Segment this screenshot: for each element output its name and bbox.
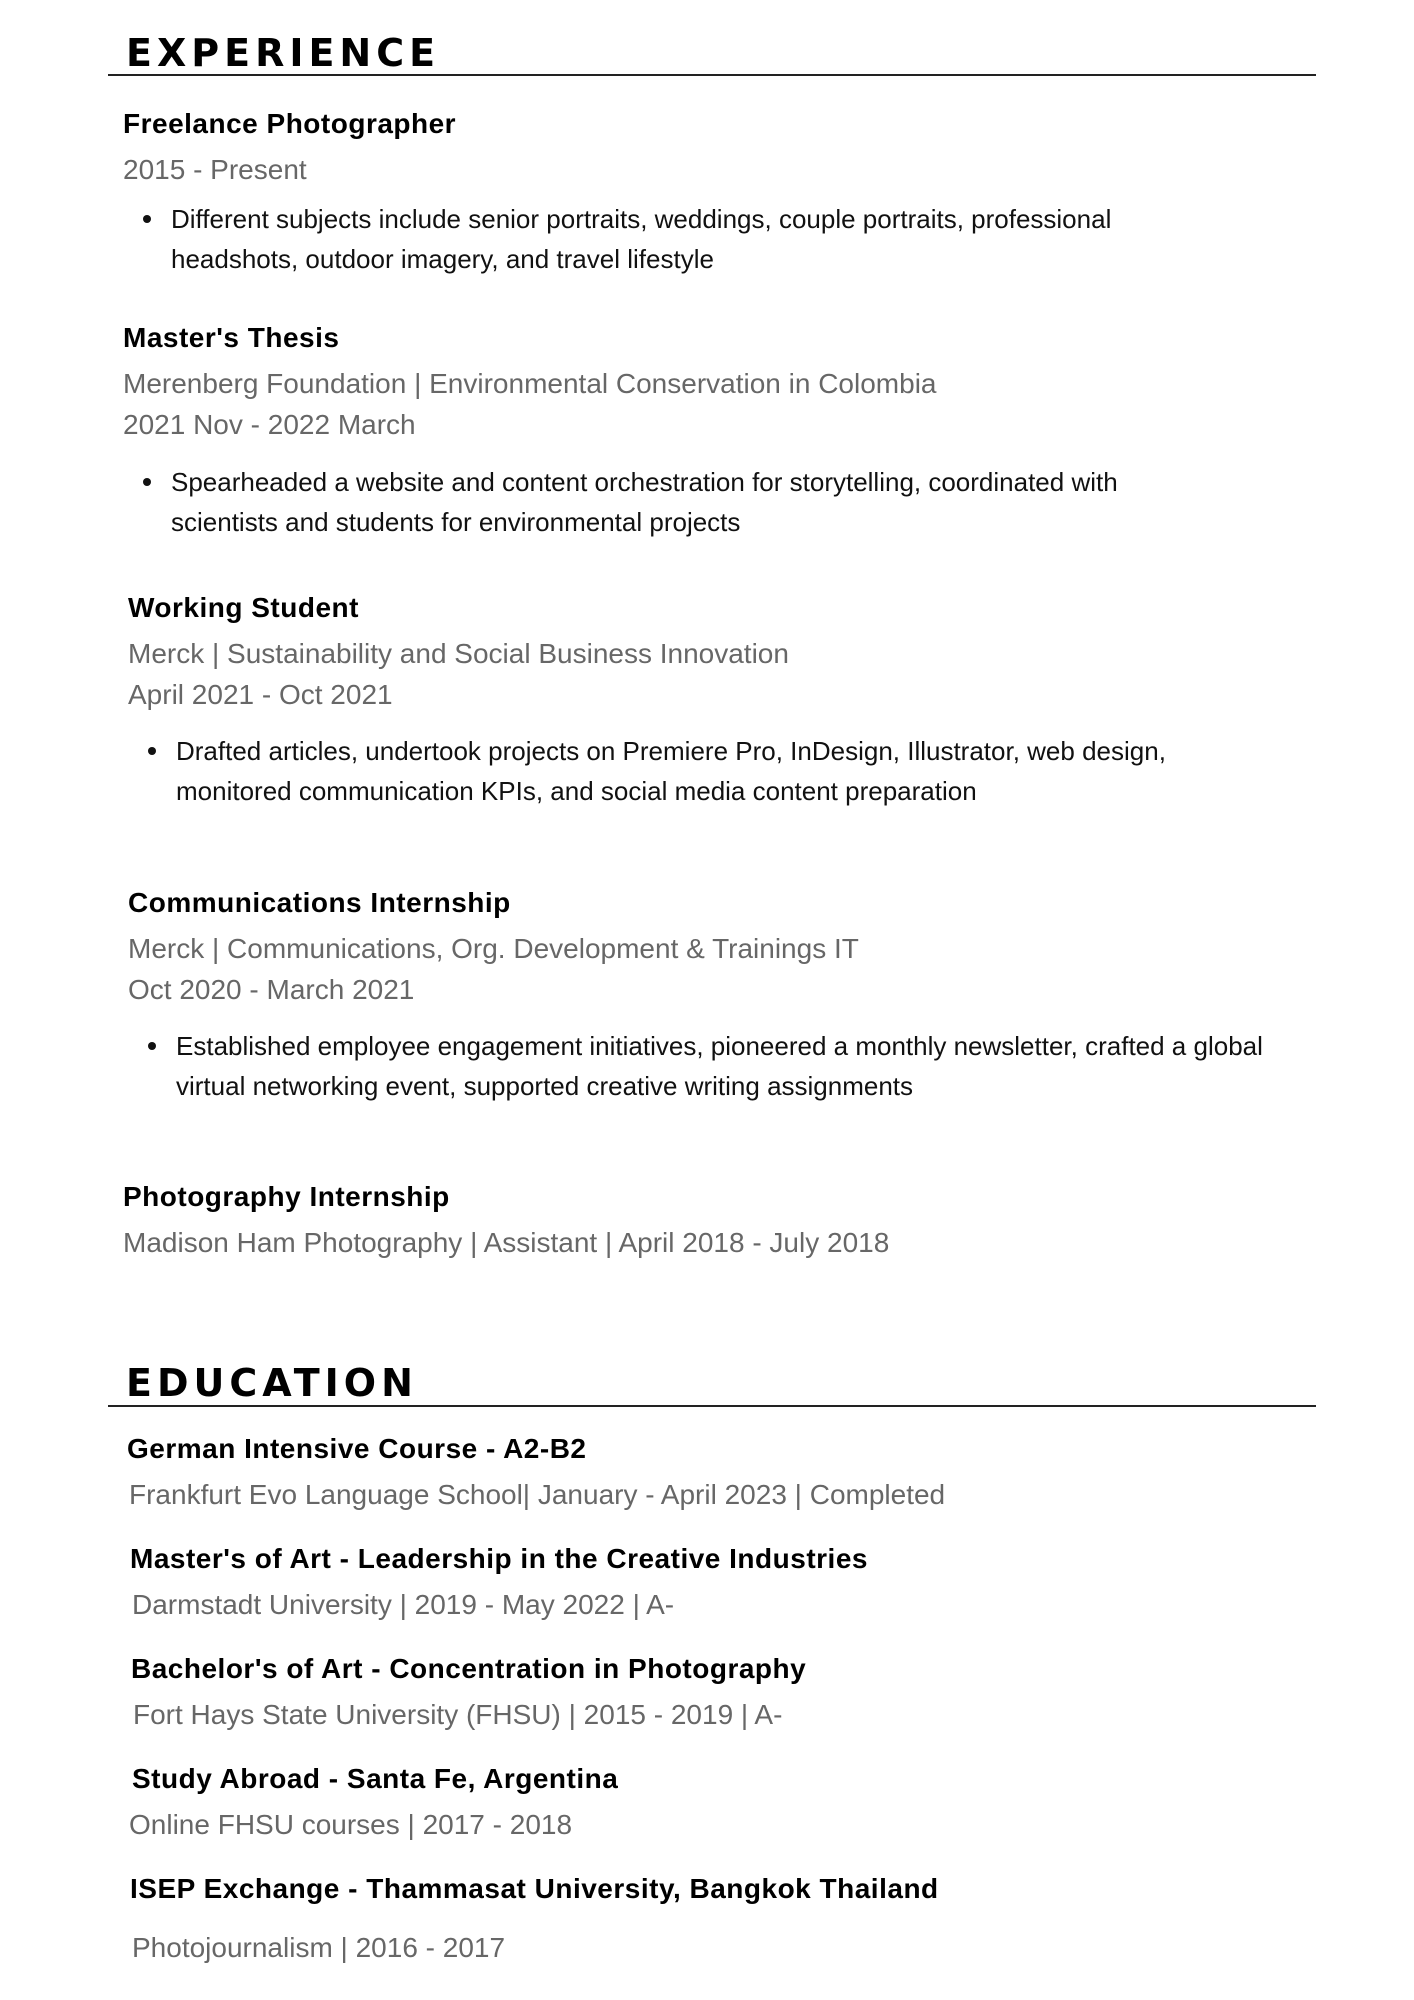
bullet-item: Different subjects include senior portraits, weddings, couple portraits, professional headshots, outdoor imagery, and travel lifestyle [123,199,1213,279]
job-organization: Merck | Sustainability and Social Business Innovation [128,638,789,669]
bullet-item: Established employee engagement initiatives, pioneered a monthly newsletter, crafted a global virtual networking event, supported creative writing assignments [128,1026,1278,1106]
bullet-item: Spearheaded a website and content orchestration for storytelling, coordinated with scientists and students for environmental projects [123,462,1213,542]
education-details: Fort Hays State University (FHSU) | 2015 - 2019 | A- [133,1699,783,1730]
job-details: Madison Ham Photography | Assistant | April 2018 - July 2018 [123,1227,890,1258]
job-bullets [123,462,1213,542]
job-bullets [128,1026,1278,1106]
job-bullets [128,731,1258,811]
job-dates: Oct 2020 - March 2021 [128,974,415,1005]
experience-divider [108,74,1316,76]
education-details: Online FHSU courses | 2017 - 2018 [129,1809,573,1840]
job-bullets [123,199,1213,279]
bullet-item: Drafted articles, undertook projects on Premiere Pro, InDesign, Illustrator, web design, monitored communication KPIs, and social media content preparation [128,731,1258,811]
job-organization: Merck | Communications, Org. Development & Trainings IT [128,933,859,964]
job-title: Working Student [128,592,359,623]
education-details: Frankfurt Evo Language School| January - April 2023 | Completed [129,1479,946,1510]
education-title: Bachelor's of Art - Concentration in Photography [131,1653,807,1684]
education-title: German Intensive Course - A2-B2 [127,1433,587,1464]
education-title: Master's of Art - Leadership in the Creative Industries [130,1543,868,1574]
job-dates: 2015 - Present [123,154,307,185]
education-title: ISEP Exchange - Thammasat University, Bangkok Thailand [130,1873,939,1904]
education-title: Study Abroad - Santa Fe, Argentina [132,1763,619,1794]
job-title: Photography Internship [123,1181,450,1212]
education-details: Photojournalism | 2016 - 2017 [132,1932,506,1963]
education-divider [108,1405,1316,1407]
experience-heading: EXPERIENCE [126,31,441,75]
education-details: Darmstadt University | 2019 - May 2022 | A- [132,1589,675,1620]
job-dates: April 2021 - Oct 2021 [128,679,393,710]
job-title: Freelance Photographer [123,108,457,139]
education-heading: EDUCATION [126,1361,418,1405]
job-title: Communications Internship [128,887,511,918]
job-dates: 2021 Nov - 2022 March [123,409,416,440]
job-title: Master's Thesis [123,322,340,353]
job-organization: Merenberg Foundation | Environmental Conservation in Colombia [123,368,937,399]
